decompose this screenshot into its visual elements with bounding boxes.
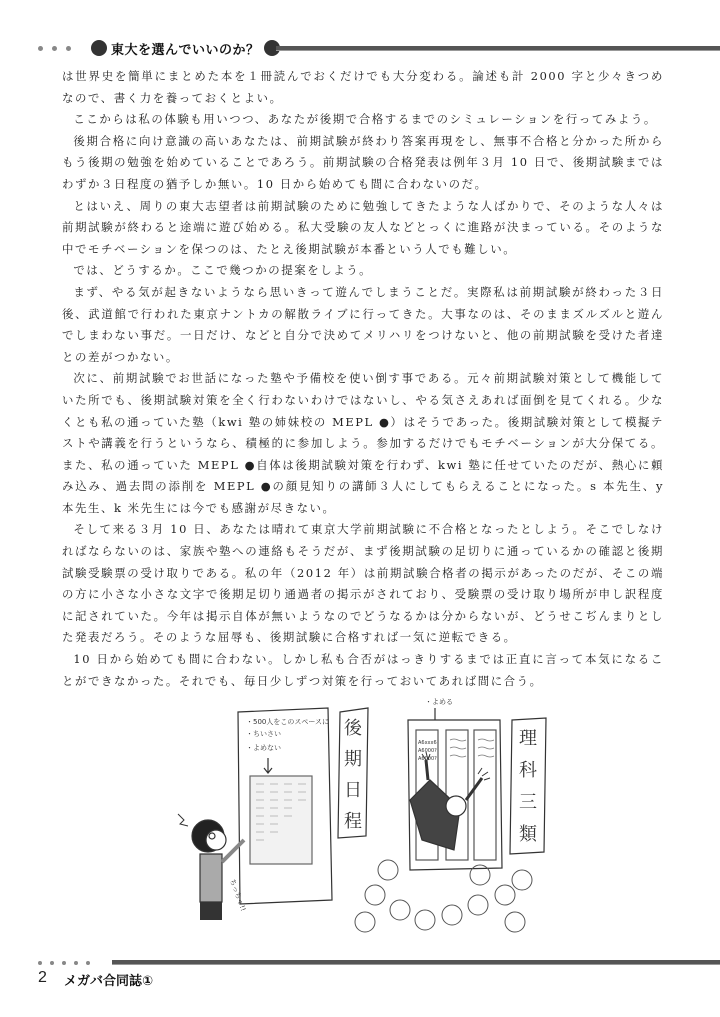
- svg-text:理: 理: [519, 728, 537, 749]
- tossed-student-figure: [410, 752, 490, 850]
- header-rule: [276, 46, 720, 51]
- svg-text:日: 日: [344, 780, 362, 801]
- svg-text:A6xxx6: A6xxx6: [418, 740, 437, 746]
- footer-rule: [112, 960, 720, 965]
- page-number: 2: [38, 969, 47, 986]
- crowd: [355, 860, 532, 932]
- svg-text:期: 期: [344, 749, 362, 770]
- paragraph: まず、やる気が起きないようなら思いきって遊んでしまうことだ。実際私は前期試験が終わった３日後、武道館で行われた東京ナントカの解散ライブに行ってきた。大事なのは、そのままズルズルと遊んでしまわない事だ。一日だけ、などと自分で決めてメリハリをつけないと、他の前期試験を受けた者達との差がつかない。: [62, 284, 664, 364]
- svg-text:程: 程: [344, 811, 362, 832]
- svg-text:後: 後: [344, 718, 362, 739]
- arrow-down-icon: [264, 758, 272, 773]
- paragraph: とはいえ、周りの東大志望者は前期試験のために勉強してきたような人ばかりで、そのような人々は前期試験が終わると途端に遊び始める。私大受験の友人などとっくに進路が決まっている。そのような中でモチベーションを保つのは、たとえ後期試験が本番という人でも難しい。: [62, 198, 664, 256]
- header-bullet-icon: [91, 40, 107, 56]
- banner-rika-sanrui: [510, 718, 546, 854]
- header-dots: [38, 46, 71, 51]
- paragraph: 次に、前期試験でお世話になった塾や予備校を使い倒す事である。元々前期試験対策として機能していた所でも、後期試験対策を全く行わないわけではないし、やる気さえあれば面倒を見てくれる。少なくとも私の通っていた塾（kwi 塾の姉妹校の MEPL ●）はそうであった。後期試験対策として模擬テストや講義を行うというなら、積極的に参加しよう。参加するだけでもモチベーションが大分保てる。また、私の通っていた MEPL ●自体は後期試験対策を行わず、kwi 塾に任せていたのだが、熱心に頼み込み、過去問の添削を MEPL ●の顔見知りの講師３人にしてもらえることになった。s 本先生、y 本先生、k 米先生には今でも感謝が尽きない。: [62, 371, 664, 515]
- cartoon-illustration: [160, 690, 570, 935]
- svg-text:科: 科: [519, 760, 537, 781]
- note-line-3: ・よめない: [246, 744, 281, 752]
- page-footer: [0, 955, 720, 995]
- publication-title: メガバ合同誌①: [64, 974, 154, 989]
- running-header: [0, 36, 720, 62]
- paragraph: 後期合格に向け意識の高いあなたは、前期試験が終わり答案再現をし、無事不合格と分かった所からもう後期の勉強を始めていることであろう。前期試験の合格発表は例年３月 10 日で、後期試験まではわずか３日程度の猶予しか無い。10 日から始めても間に合わないのだ。: [62, 133, 664, 191]
- footer-dots: [38, 961, 90, 965]
- paragraph: は世界史を簡単にまとめた本を１冊読んでおくだけでも大分変わる。論述も計 2000 字と少々きつめなので、書く力を養っておくとよい。: [62, 69, 664, 105]
- chapter-title: 東大を選んでいいのか？: [111, 43, 260, 58]
- note-line-2: ・ちいさい: [246, 730, 281, 738]
- banner-kouki-nittei: [338, 708, 368, 838]
- paragraph: 10 日から始めても間に合わない。しかし私も合否がはっきりするまでは正直に言って本気になることができなかった。それでも、毎日少しずつ対策を行っておいてあれば間に合う。: [62, 652, 664, 688]
- paragraph: では、どうするか。ここで幾つかの提案をしよう。: [73, 263, 373, 278]
- svg-text:類: 類: [519, 824, 537, 845]
- illustration-svg: [160, 690, 570, 935]
- svg-text:三: 三: [519, 792, 537, 813]
- note-line-1: ・500人をこのスペースに: [246, 718, 330, 726]
- article-body: [62, 66, 664, 692]
- small-notice-board: [238, 708, 332, 904]
- paragraph: ここからは私の体験も用いつつ、あなたが後期で合格するまでのシミュレーションを行ってみよう。: [73, 112, 657, 127]
- svg-text:A6000?: A6000?: [418, 748, 437, 754]
- exclamation-text: ちっちゃ!!: [228, 877, 248, 913]
- paragraph: そして来る３月 10 日、あなたは晴れて東京大学前期試験に不合格となったとしよう。そこでしなければならないのは、家族や塾への連絡もそうだが、まず後期試験の足切りに通っているかの確認と後期試験受験票の受け取りである。私の年（2012 年）は前期試験合格者の掲示があったのだが、そこの端の方に小さな小さな文字で後期足切り通過者の掲示がされており、受験票の受け取り場所が申し訳程度に記されていた。今年は掲示自体が無いようなのでどうなるかは分からないが、どうせこぢんまりとした発表だろう。そのような屈辱も、後期試験に合格すれば一気に逆転できる。: [62, 522, 664, 645]
- boy-pointing-figure: [178, 814, 247, 920]
- svg-text:A6000?: A6000?: [418, 756, 437, 762]
- board-label: ・よめる: [425, 698, 453, 706]
